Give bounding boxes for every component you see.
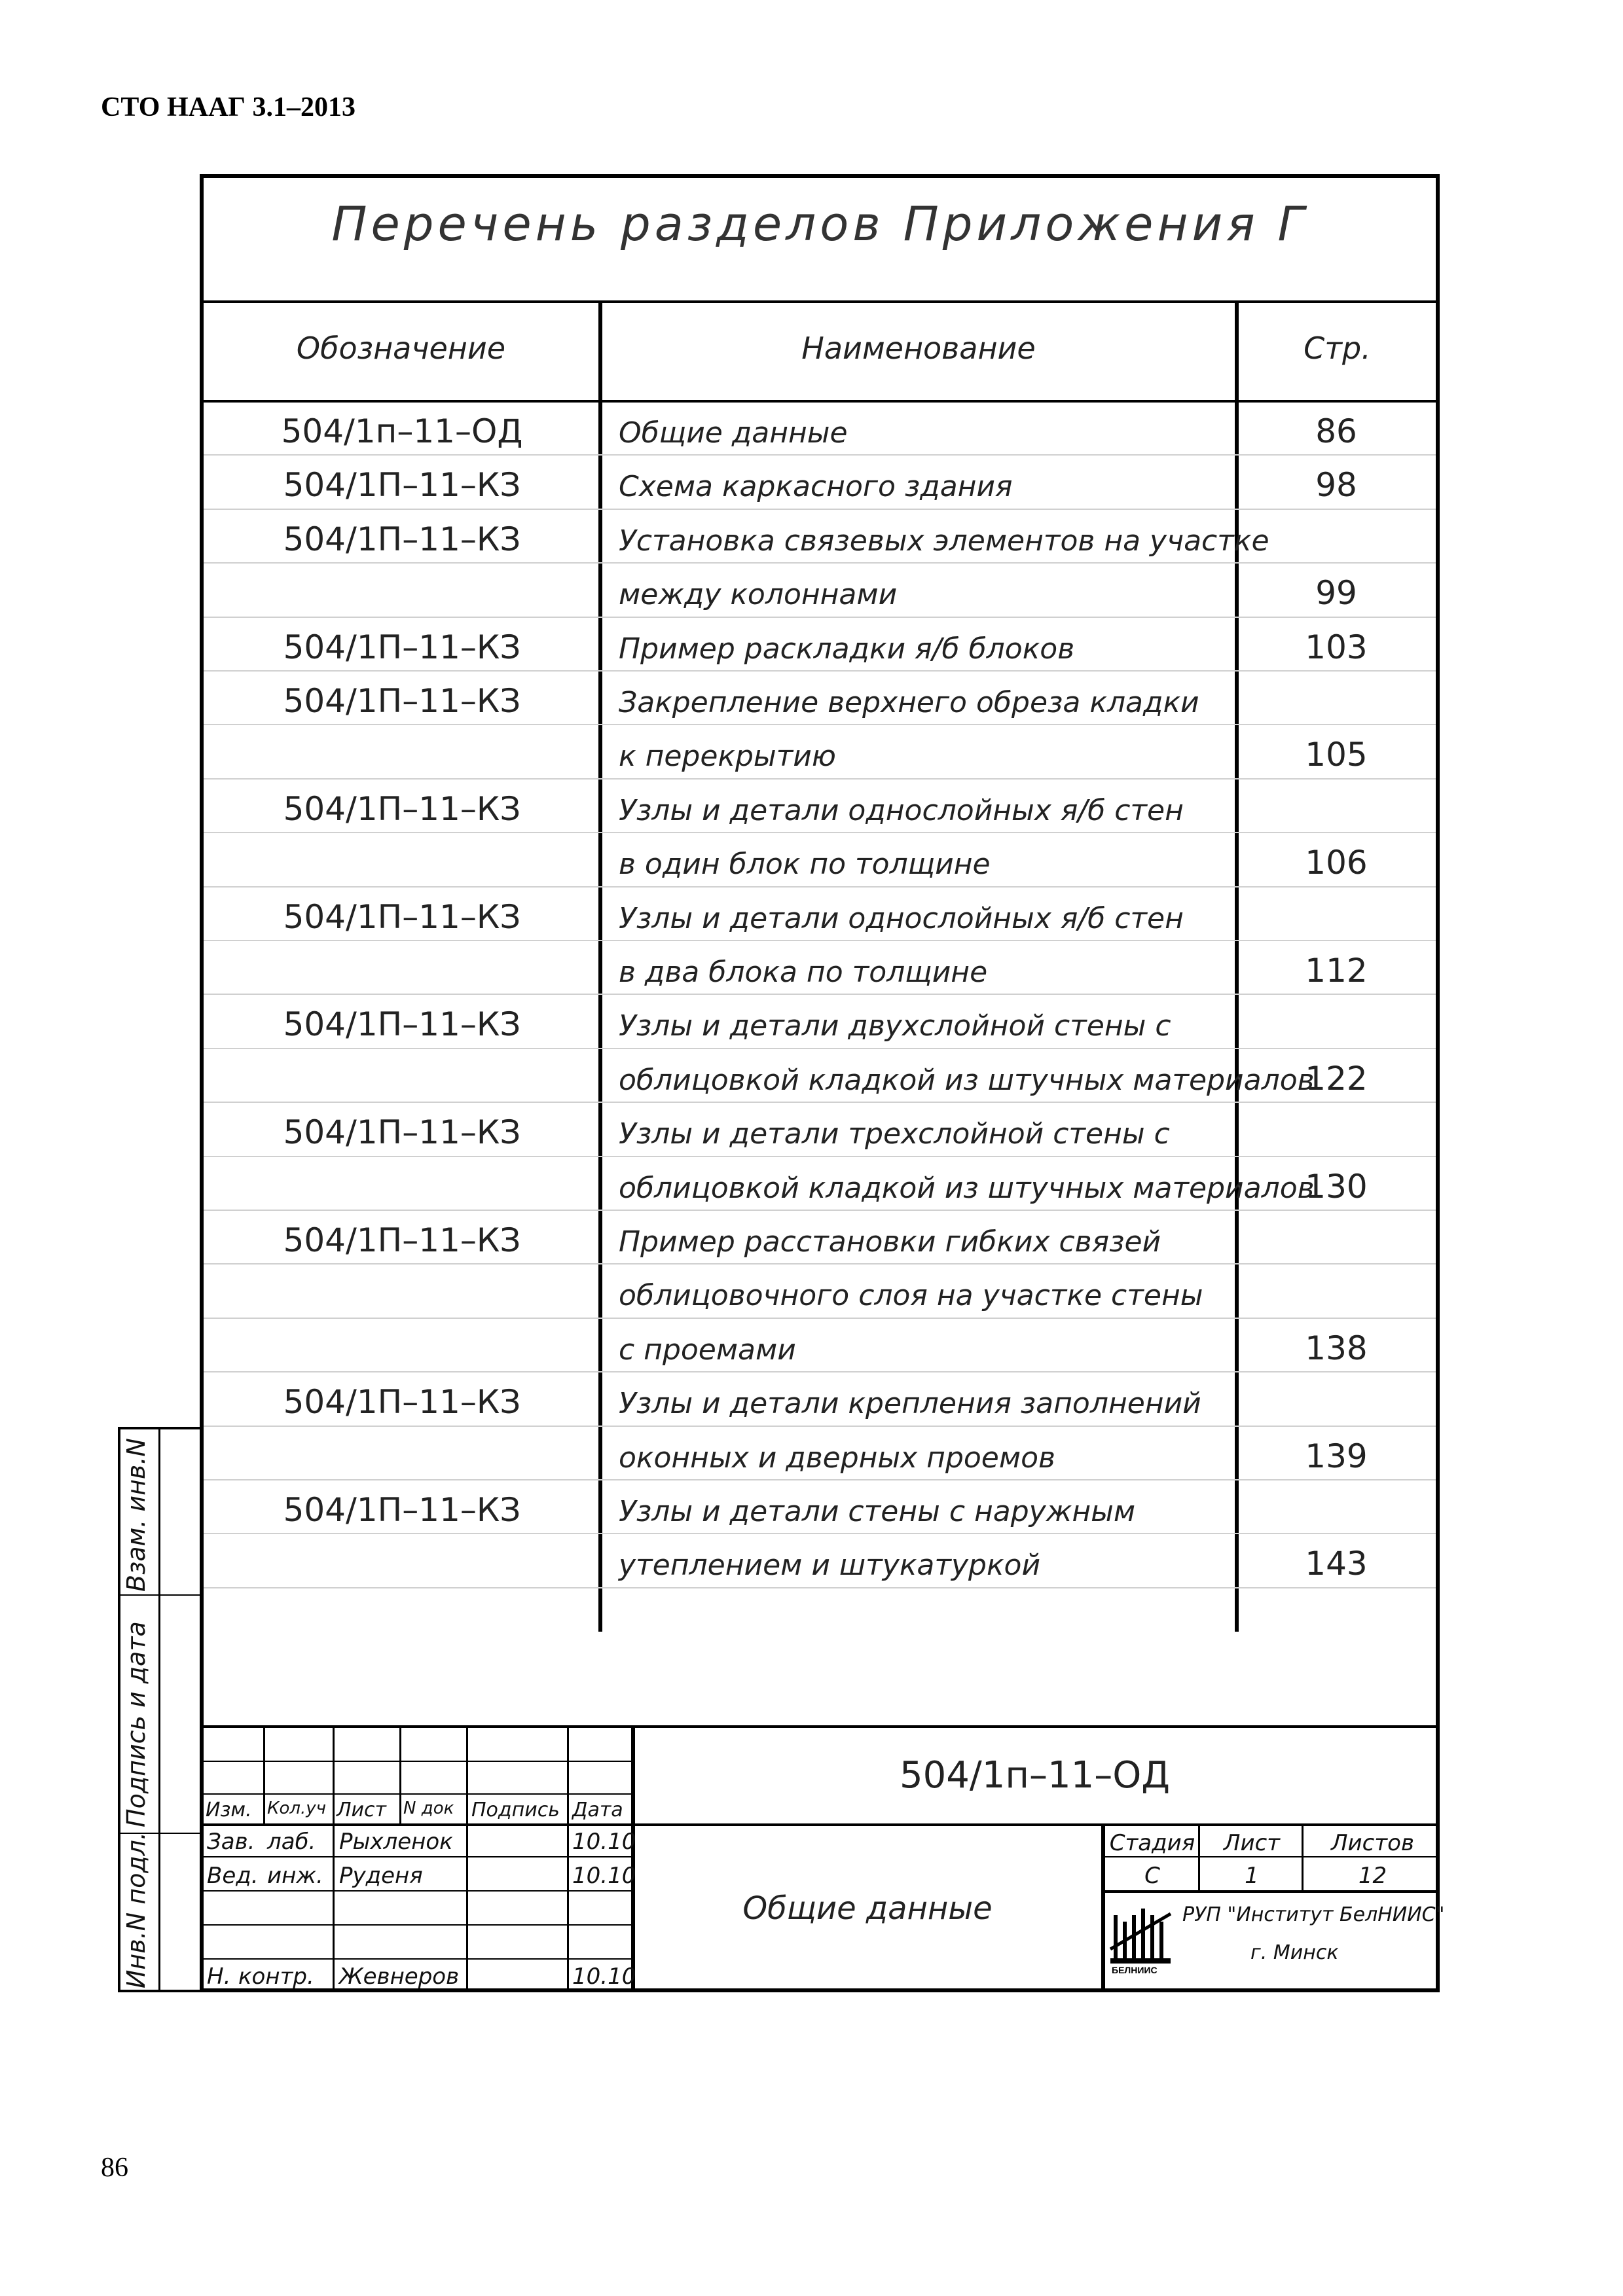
table-row bbox=[204, 1431, 1436, 1484]
tb-stage-value: С bbox=[1144, 1863, 1160, 1889]
row-gridline bbox=[204, 454, 1436, 456]
table-row bbox=[204, 729, 1436, 783]
table-row bbox=[204, 1484, 1436, 1538]
tb-role1-3: Н. bbox=[207, 1964, 231, 1990]
row-gridline bbox=[204, 832, 1436, 833]
table-row bbox=[204, 1268, 1436, 1322]
row-gridline bbox=[204, 1048, 1436, 1049]
tb-role2-3: контр. bbox=[238, 1964, 314, 1990]
row-designation: 504/1п–11–ОД bbox=[281, 412, 523, 450]
tb-header-podpis: Подпись bbox=[471, 1799, 560, 1821]
sheet-title: Перечень разделов Приложения Г bbox=[331, 196, 1308, 251]
side-label-inv-orig: Инв.N подл. bbox=[122, 1832, 151, 1988]
row-name: к перекрытию bbox=[619, 740, 836, 774]
row-designation: 504/1П–11–КЗ bbox=[283, 520, 521, 558]
row-gridline bbox=[204, 1533, 1436, 1534]
column-header-page: Стр. bbox=[1304, 331, 1371, 366]
row-gridline bbox=[204, 886, 1436, 888]
table-row bbox=[204, 514, 1436, 567]
tb-stage-label: Стадия bbox=[1109, 1830, 1195, 1856]
row-name: в один блок по толщине bbox=[619, 848, 991, 882]
row-gridline bbox=[204, 778, 1436, 780]
table-row bbox=[204, 945, 1436, 999]
table-row bbox=[204, 459, 1436, 513]
row-name: с проемами bbox=[619, 1333, 796, 1367]
row-name: оконных и дверных проемов bbox=[619, 1441, 1055, 1475]
row-gridline bbox=[204, 562, 1436, 564]
tb-v-5 bbox=[567, 1725, 569, 1992]
row-designation: 504/1П–11–КЗ bbox=[283, 1491, 521, 1529]
row-gridline bbox=[204, 509, 1436, 510]
row-name: утеплением и штукатуркой bbox=[619, 1549, 1041, 1583]
table-row bbox=[204, 1053, 1436, 1107]
row-name: Пример раскладки я/б блоков bbox=[619, 632, 1075, 666]
tb-v-2 bbox=[333, 1725, 335, 1992]
table-row bbox=[204, 891, 1436, 945]
row-name: Узлы и детали стены с наружным bbox=[619, 1495, 1136, 1528]
side-label-sign-date: Подпись и дата bbox=[122, 1621, 151, 1827]
row-designation: 504/1П–11–КЗ bbox=[283, 897, 521, 936]
tb-doc-code: 504/1п–11–ОД bbox=[899, 1754, 1171, 1797]
tb-v-4 bbox=[466, 1725, 468, 1992]
row-gridline bbox=[204, 1210, 1436, 1211]
tb-sheets-value: 12 bbox=[1358, 1863, 1387, 1889]
table-row bbox=[204, 783, 1436, 837]
header-divider bbox=[200, 400, 1440, 403]
tb-role2-2: инж. bbox=[267, 1863, 323, 1889]
table-row bbox=[204, 999, 1436, 1052]
table-row bbox=[204, 406, 1436, 459]
row-name: Общие данные bbox=[619, 416, 848, 450]
row-gridline bbox=[204, 994, 1436, 995]
tb-v-9 bbox=[1302, 1823, 1304, 1892]
row-page: 99 bbox=[1315, 574, 1357, 613]
row-designation: 504/1П–11–КЗ bbox=[283, 466, 521, 505]
tb-header-izm: Изм. bbox=[206, 1799, 252, 1821]
row-page: 143 bbox=[1305, 1545, 1368, 1583]
row-gridline bbox=[204, 617, 1436, 618]
tb-date-3: 10.10 bbox=[572, 1964, 636, 1990]
stage-header-line bbox=[1104, 1856, 1440, 1857]
tb-person-2: Руденя bbox=[339, 1863, 423, 1889]
row-page: 112 bbox=[1305, 952, 1368, 990]
table-row bbox=[204, 1376, 1436, 1430]
tb-doc-name: Общие данные bbox=[742, 1890, 993, 1927]
table-row bbox=[204, 1215, 1436, 1268]
row-name: Закрепление верхнего обреза кладки bbox=[619, 686, 1199, 719]
stage-value-line bbox=[1104, 1890, 1440, 1893]
row-designation: 504/1П–11–КЗ bbox=[283, 1383, 521, 1422]
row-name: между колоннами bbox=[619, 578, 898, 612]
tb-header-list: Лист bbox=[337, 1799, 387, 1821]
row-page: 103 bbox=[1305, 628, 1368, 666]
row-designation: 504/1П–11–КЗ bbox=[283, 1113, 521, 1152]
tb-role1-2: Вед. bbox=[207, 1863, 259, 1889]
tb-sheets-label: Листов bbox=[1330, 1830, 1414, 1856]
title-block-mid bbox=[634, 1823, 1440, 1826]
tb-org-line2: г. Минск bbox=[1250, 1941, 1339, 1964]
row-name: облицовкой кладкой из штучных материалов bbox=[619, 1063, 1315, 1097]
row-page: 138 bbox=[1305, 1329, 1368, 1367]
row-gridline bbox=[204, 1371, 1436, 1372]
row-name: Узлы и детали двухслойной стены с bbox=[619, 1009, 1171, 1043]
row-gridline bbox=[204, 724, 1436, 725]
tb-sheet-label: Лист bbox=[1223, 1830, 1281, 1856]
table-row bbox=[204, 1323, 1436, 1376]
row-name: облицовочного слоя на участке стены bbox=[619, 1279, 1203, 1313]
document-header: СТО НААГ 3.1–2013 bbox=[101, 92, 356, 122]
table-row bbox=[204, 567, 1436, 621]
row-page: 86 bbox=[1315, 412, 1357, 450]
table-row bbox=[204, 675, 1436, 729]
row-gridline bbox=[204, 940, 1436, 941]
tb-sheet-value: 1 bbox=[1245, 1863, 1259, 1889]
row-page: 106 bbox=[1305, 844, 1368, 882]
row-name: Установка связевых элементов на участке bbox=[619, 524, 1269, 558]
row-name: Пример расстановки гибких связей bbox=[619, 1225, 1161, 1259]
row-page: 139 bbox=[1305, 1437, 1368, 1475]
row-gridline bbox=[204, 1156, 1436, 1157]
belniis-logo bbox=[1108, 1902, 1180, 1981]
page-number: 86 bbox=[101, 2153, 128, 2183]
column-header-name: Наименование bbox=[801, 331, 1036, 366]
table-row bbox=[204, 1161, 1436, 1215]
row-gridline bbox=[204, 1587, 1436, 1588]
row-page: 105 bbox=[1305, 736, 1368, 774]
tb-role2-1: лаб. bbox=[267, 1829, 316, 1855]
tb-v-7 bbox=[1101, 1823, 1105, 1992]
table-row bbox=[204, 837, 1436, 891]
tb-v-1 bbox=[263, 1725, 265, 1826]
logo-text: БЕЛНИИС bbox=[1112, 1965, 1158, 1975]
tb-header-data: Дата bbox=[572, 1799, 623, 1821]
row-page: 122 bbox=[1305, 1059, 1368, 1098]
title-divider bbox=[200, 300, 1440, 303]
tb-date-1: 10.10 bbox=[572, 1829, 636, 1855]
row-name: Узлы и детали крепления заполнений bbox=[619, 1387, 1201, 1421]
row-name: облицовкой кладкой из штучных материалов bbox=[619, 1171, 1315, 1205]
row-gridline bbox=[204, 1426, 1436, 1427]
title-block-top bbox=[200, 1725, 1440, 1728]
tb-date-2: 10.10 bbox=[572, 1863, 636, 1889]
row-designation: 504/1П–11–КЗ bbox=[283, 682, 521, 720]
tb-header-n-dok: N док bbox=[403, 1799, 454, 1818]
row-name: Узлы и детали однослойных я/б стен bbox=[619, 901, 1184, 935]
row-page: 98 bbox=[1315, 466, 1357, 505]
tb-person-3: Жевнеров bbox=[339, 1964, 460, 1990]
row-gridline bbox=[204, 1102, 1436, 1103]
row-gridline bbox=[204, 670, 1436, 672]
tb-v-3 bbox=[399, 1725, 401, 1826]
table-row bbox=[204, 1538, 1436, 1592]
side-label-inv-zam: Взам. инв.N bbox=[122, 1438, 151, 1592]
tb-header-kol-uch: Кол.уч bbox=[267, 1799, 326, 1818]
table-row bbox=[204, 1107, 1436, 1160]
row-name: Схема каркасного здания bbox=[619, 470, 1013, 504]
tb-person-1: Рыхленок bbox=[339, 1829, 453, 1855]
column-header-designation: Обозначение bbox=[296, 331, 506, 366]
row-gridline bbox=[204, 1479, 1436, 1480]
row-name: Узлы и детали трехслойной стены с bbox=[619, 1117, 1170, 1151]
row-name: Узлы и детали однослойных я/б стен bbox=[619, 793, 1184, 827]
row-page: 130 bbox=[1305, 1167, 1368, 1206]
table-row bbox=[204, 622, 1436, 675]
tb-role1-1: Зав. bbox=[207, 1829, 255, 1855]
row-designation: 504/1П–11–КЗ bbox=[283, 789, 521, 828]
row-gridline bbox=[204, 1263, 1436, 1265]
row-designation: 504/1П–11–КЗ bbox=[283, 1221, 521, 1259]
row-gridline bbox=[204, 1318, 1436, 1319]
row-name: в два блока по толщине bbox=[619, 956, 988, 989]
tb-v-8 bbox=[1198, 1823, 1200, 1892]
row-designation: 504/1П–11–КЗ bbox=[283, 628, 521, 666]
tb-org-line1: РУП "Институт БелНИИС" bbox=[1182, 1903, 1445, 1926]
row-designation: 504/1П–11–КЗ bbox=[283, 1005, 521, 1044]
